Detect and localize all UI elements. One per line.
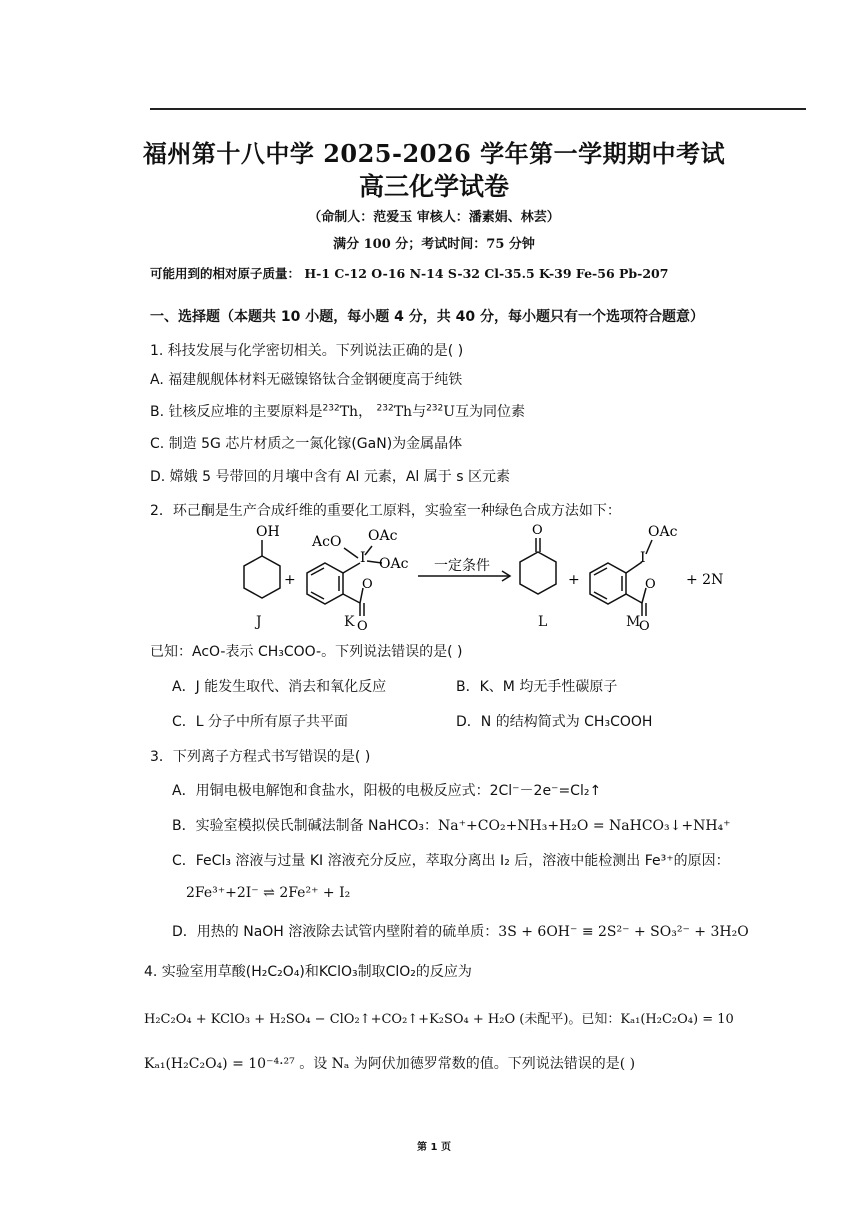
school-title: 福州第十八中学 2025-2026 学年第一学期期中考试 <box>142 139 726 168</box>
reaction-scheme <box>220 518 760 636</box>
plus-2n: + 2N <box>686 572 724 588</box>
q2-option-b: B．K、M 均无手性碳原子 <box>456 679 618 695</box>
atom-o-ring-m: O <box>645 577 656 592</box>
q3-stem: 3．下列离子方程式书写错误的是( ) <box>150 749 371 765</box>
q4-ka-line: Kₐ₁(H₂C₂O₄) = 10⁻⁴·²⁷ 。设 Nₐ 为阿伏加德罗常数的值。下列说法错误的是( ) <box>144 1056 636 1072</box>
atom-oac-3: OAc <box>648 524 678 540</box>
q1-option-b: B. 钍核反应堆的主要原料是$^{232}$Th， $^{232}$Th与$^{232}$U互为同位素 <box>150 403 526 420</box>
score-time-line: 满分 100 分；考试时间：75 分钟 <box>333 237 535 252</box>
atom-o-carbonyl-k: O <box>357 619 368 634</box>
q3-option-b: B．实验室模拟侯氏制碱法制备 NaHCO₃：Na⁺+CO₂+NH₃+H₂O = NaHCO₃↓+NH₄⁺ <box>172 818 731 834</box>
q1-option-c: C. 制造 5G 芯片材质之一氮化镓(GaN)为金属晶体 <box>150 436 463 452</box>
q3-option-a: A．用铜电极电解饱和食盐水，阳极的电极反应式：2Cl⁻－2e⁻=Cl₂↑ <box>172 783 602 799</box>
q2-option-d: D．N 的结构简式为 CH₃COOH <box>456 714 653 730</box>
q2-option-a: A．J 能发生取代、消去和氧化反应 <box>172 679 387 695</box>
atom-oac-2: OAc <box>379 556 409 572</box>
q2-known: 已知：AcO-表示 CH₃COO-。下列说法错误的是( ) <box>150 644 463 660</box>
label-k: K <box>344 614 355 630</box>
plus-sign-2: + <box>568 572 580 588</box>
q2-stem: 2．环己酮是生产合成纤维的重要化工原料，实验室一种绿色合成方法如下： <box>150 503 621 519</box>
page-number: 第 1 页 <box>417 1142 451 1153</box>
exam-title: 高三化学试卷 <box>358 172 509 201</box>
q2-option-c: C．L 分子中所有原子共平面 <box>172 714 349 730</box>
reaction-condition: 一定条件 <box>434 558 490 574</box>
atom-o-ring-k: O <box>362 577 373 592</box>
plus-sign-1: + <box>284 572 296 588</box>
top-rule <box>150 108 806 110</box>
atom-oh: OH <box>256 524 280 540</box>
atom-i: I <box>360 550 366 566</box>
q1-option-d: D. 嫦娥 5 号带回的月壤中含有 Al 元素，Al 属于 s 区元素 <box>150 469 510 485</box>
q3-option-c-equation: 2Fe³⁺+2I⁻ ⇌ 2Fe²⁺ + I₂ <box>186 885 351 901</box>
atom-aco: AcO <box>312 534 342 550</box>
q4-stem: 4. 实验室用草酸(H₂C₂O₄)和KClO₃制取ClO₂的反应为 <box>144 964 472 980</box>
label-l: L <box>538 614 548 630</box>
q3-option-c: C．FeCl₃ 溶液与过量 KI 溶液充分反应，萃取分离出 I₂ 后，溶液中能检测出 Fe³⁺的原因： <box>172 853 730 869</box>
q1-option-a: A. 福建舰舰体材料无磁镍铬钛合金钢硬度高于纯铁 <box>150 372 463 388</box>
atom-i-m: I <box>640 550 646 566</box>
credits-line: （命制人：范爱玉 审核人：潘素娟、林芸） <box>308 210 560 225</box>
label-j: J <box>256 614 262 630</box>
section-heading: 一、选择题（本题共 10 小题，每小题 4 分，共 40 分，每小题只有一个选项符合题意） <box>150 309 704 325</box>
label-m: M <box>626 614 641 630</box>
q1-stem: 1. 科技发展与化学密切相关。下列说法正确的是( ) <box>150 343 464 359</box>
atom-o-ketone: O <box>532 523 543 538</box>
atomic-masses: 可能用到的相对原子质量： H-1 C-12 O-16 N-14 S-32 Cl-35.5 K-39 Fe-56 Pb-207 <box>150 266 669 281</box>
atom-o-carbonyl-m: O <box>639 619 650 634</box>
atom-oac-1: OAc <box>368 528 398 544</box>
q3-option-d: D．用热的 NaOH 溶液除去试管内壁附着的硫单质：3S + 6OH⁻ ≡ 2S²⁻ + SO₃²⁻ + 3H₂O <box>172 924 749 940</box>
q4-equation: H₂C₂O₄ + KClO₃ + H₂SO₄ − ClO₂↑+CO₂↑+K₂SO₄ + H₂O (未配平)。已知：Kₐ₁(H₂C₂O₄) = 10 <box>144 1012 734 1027</box>
